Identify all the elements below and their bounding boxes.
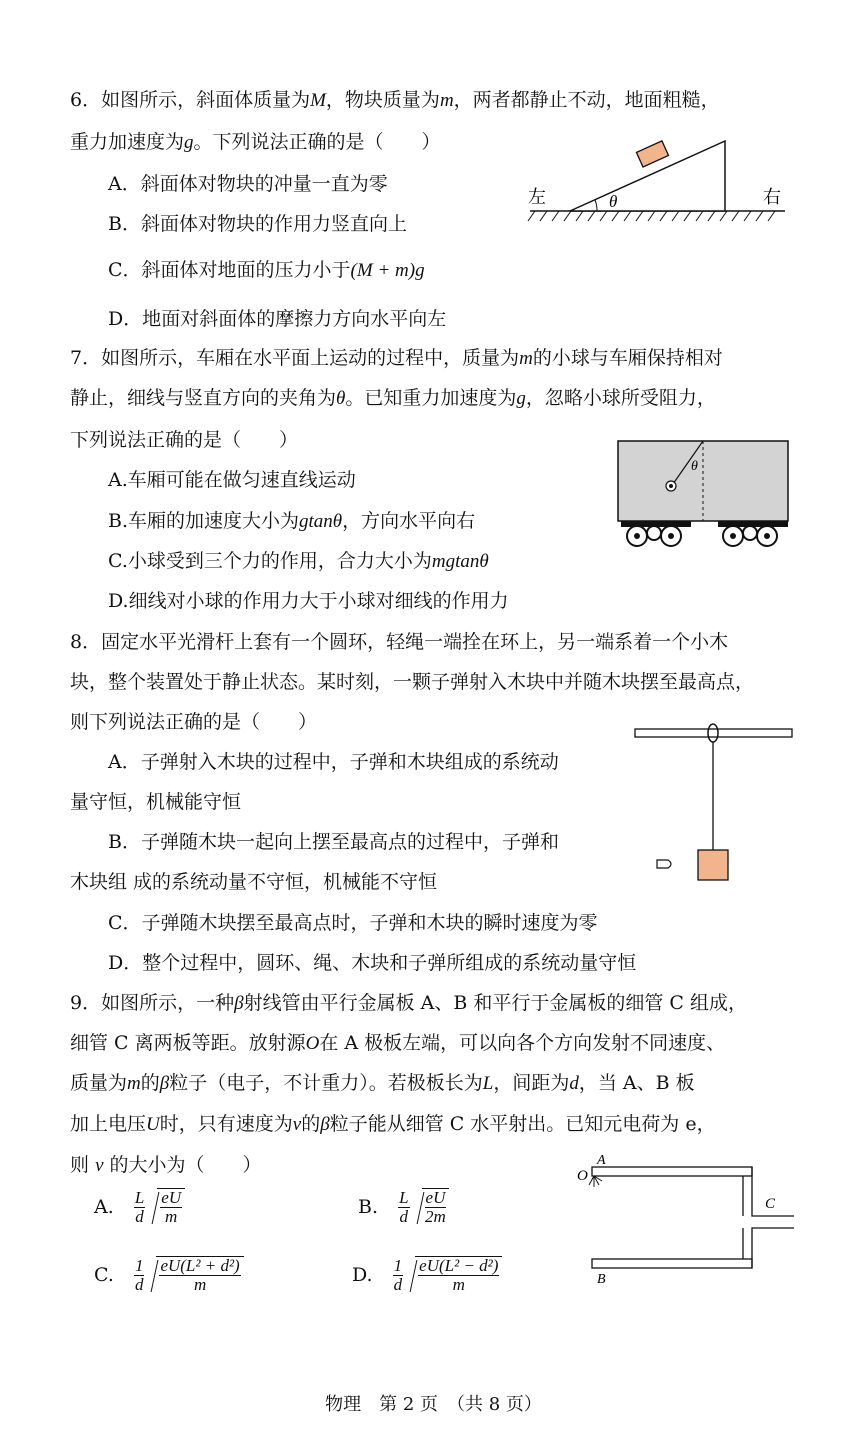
q9-option-d[interactable]: D. $\frac{1}{d}$ $\frac{\text{eU(L² − d²)}}{m}$ (352, 1256, 502, 1294)
q6-option-b[interactable]: B．斜面体对物块的作用力竖直向上 (108, 213, 407, 235)
q8-option-d[interactable]: D．整个过程中，圆环、绳、木块和子弹所组成的系统动量守恒 (108, 952, 637, 974)
q6-line1: 6．如图所示，斜面体质量为M，物块质量为m，两者都静止不动，地面粗糙， (70, 89, 720, 111)
q6-line2: 重力加速度为g。下列说法正确的是（ ） (70, 131, 441, 153)
q7-option-b[interactable]: B.车厢的加速度大小为gtanθ，方向水平向右 (108, 510, 476, 532)
q8-line3: 则下列说法正确的是（ ） (70, 711, 318, 733)
q6-right-label: 右 (763, 187, 781, 208)
q6-option-a[interactable]: A．斜面体对物块的冲量一直为零 (108, 173, 388, 195)
q9-line1: 9．如图所示，一种β射线管由平行金属板 A、B 和平行于金属板的细管 C 组成， (70, 992, 747, 1014)
page-footer: 物理 第 2 页 （共 8 页） (325, 1394, 542, 1415)
q9-line2: 细管 C 离两板等距。放射源O在 A 极板左端，可以向各个方向发射不同速度、 (70, 1032, 726, 1054)
q8-option-b[interactable]: B．子弹随木块一起向上摆至最高点的过程中，子弹和 (108, 831, 559, 853)
q6-option-d[interactable]: D．地面对斜面体的摩擦力方向水平向左 (108, 308, 447, 330)
q8-option-b-cont: 木块组 成的系统动量不守恒，机械能不守恒 (70, 871, 438, 893)
q8-option-a[interactable]: A．子弹射入木块的过程中，子弹和木块组成的系统动 (108, 751, 559, 773)
q9-line5: 则 v 的大小为（ ） (70, 1154, 262, 1176)
q9-C-label: C (765, 1196, 776, 1212)
q7-line2: 静止，细线与竖直方向的夹角为θ。已知重力加速度为g，忽略小球所受阻力， (70, 387, 716, 409)
q8-option-c[interactable]: C．子弹随木块摆至最高点时，子弹和木块的瞬时速度为零 (108, 912, 598, 934)
q7-option-d[interactable]: D.细线对小球的作用力大于小球对细线的作用力 (108, 590, 509, 612)
q7-theta-label: θ (691, 459, 698, 474)
q9-option-c[interactable]: C. $\frac{1}{d}$ $\frac{\text{eU(L² + d²)}}{m}$ (94, 1256, 244, 1294)
q6-left-label: 左 (528, 187, 546, 208)
q9-A-label: A (597, 1153, 606, 1168)
q7-option-a[interactable]: A.车厢可能在做匀速直线运动 (108, 469, 356, 491)
q7-line3: 下列说法正确的是（ ） (70, 429, 299, 451)
q9-line3: 质量为m的β粒子（电子，不计重力）。若极板长为L，间距为d，当 A、B 板 (70, 1072, 695, 1094)
q6-theta-label: θ (609, 192, 618, 211)
q6-option-c[interactable]: C．斜面体对地面的压力小于(M + m)g (108, 259, 425, 281)
q7-option-c[interactable]: C.小球受到三个力的作用，合力大小为mgtanθ (108, 550, 489, 572)
q9-beta-tube-figure (572, 1148, 802, 1288)
q7-carriage-figure (615, 438, 793, 550)
q8-pendulum-figure (632, 720, 797, 888)
q7-line1: 7．如图所示，车厢在水平面上运动的过程中，质量为m的小球与车厢保持相对 (70, 347, 723, 369)
q8-option-a-cont: 量守恒，机械能守恒 (70, 791, 242, 813)
q9-option-b[interactable]: B. $\frac{L}{d}$ $\frac{eU}{2m}$ (358, 1188, 449, 1226)
q8-line2: 块，整个装置处于静止状态。某时刻，一颗子弹射入木块中并随木块摆至最高点， (70, 671, 755, 693)
q8-line1: 8．固定水平光滑杆上套有一个圆环，轻绳一端拴在环上，另一端系着一个小木 (70, 631, 729, 653)
q9-option-a[interactable]: A. $\frac{L}{d}$ $\frac{eU}{m}$ (94, 1188, 185, 1226)
q9-line4: 加上电压U时，只有速度为v的β粒子能从细管 C 水平射出。已知元电荷为 e， (70, 1113, 716, 1135)
q9-B-label: B (597, 1272, 606, 1287)
q9-O-label: O (577, 1168, 588, 1184)
q6-incline-figure (525, 135, 790, 230)
